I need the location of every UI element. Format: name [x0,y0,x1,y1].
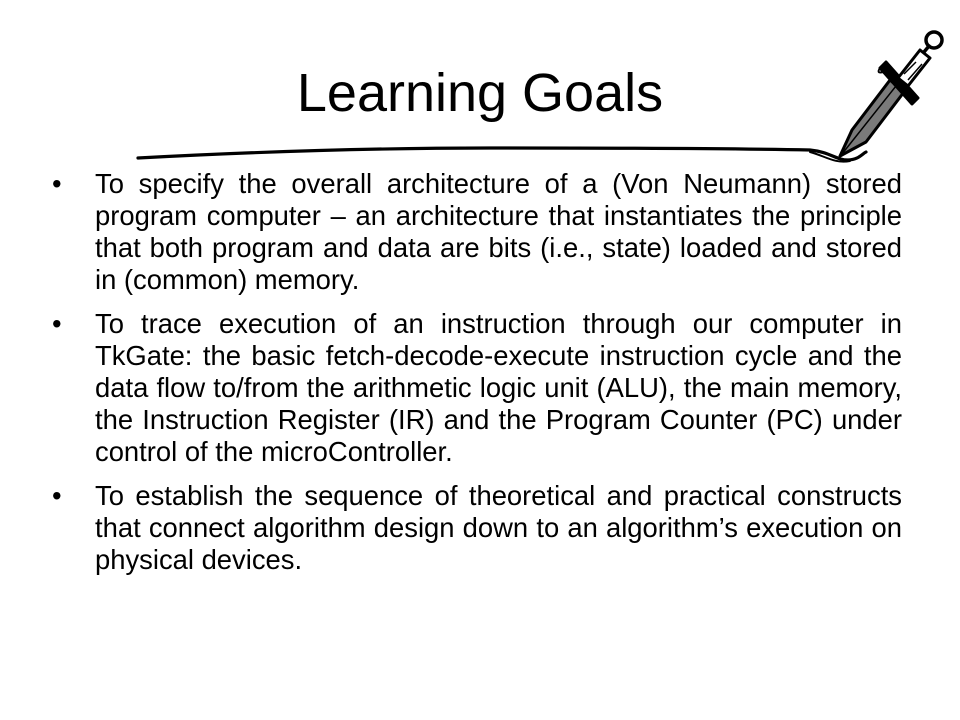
bullet-item [52,480,902,576]
bullet-text: To trace execution of an instruction through our computer in TkGate: the basic fetch-decode-execute instruction cycle and the data flow to/from the arithmetic logic unit (ALU), the main memory, the Instruction Register (IR) and the Program Counter (PC) under control of the microController. [95,308,902,467]
bullet-item [52,308,902,468]
bullet-text: To specify the overall architecture of a (Von Neumann) stored program computer – an architecture that instantiates the principle that both program and data are bits (i.e., state) loaded and stored in (common) memory. [95,168,902,295]
bullet-list [52,168,902,588]
bullet-text: To establish the sequence of theoretical and practical constructs that connect algorithm design down to an algorithm’s execution on physical devices. [95,480,902,575]
sword-icon [828,18,958,168]
bullet-marker: • [52,480,62,511]
bullet-marker: • [52,308,62,339]
bullet-marker: • [52,168,62,199]
bullet-item [52,168,902,296]
slide-title: Learning Goals [296,63,664,123]
